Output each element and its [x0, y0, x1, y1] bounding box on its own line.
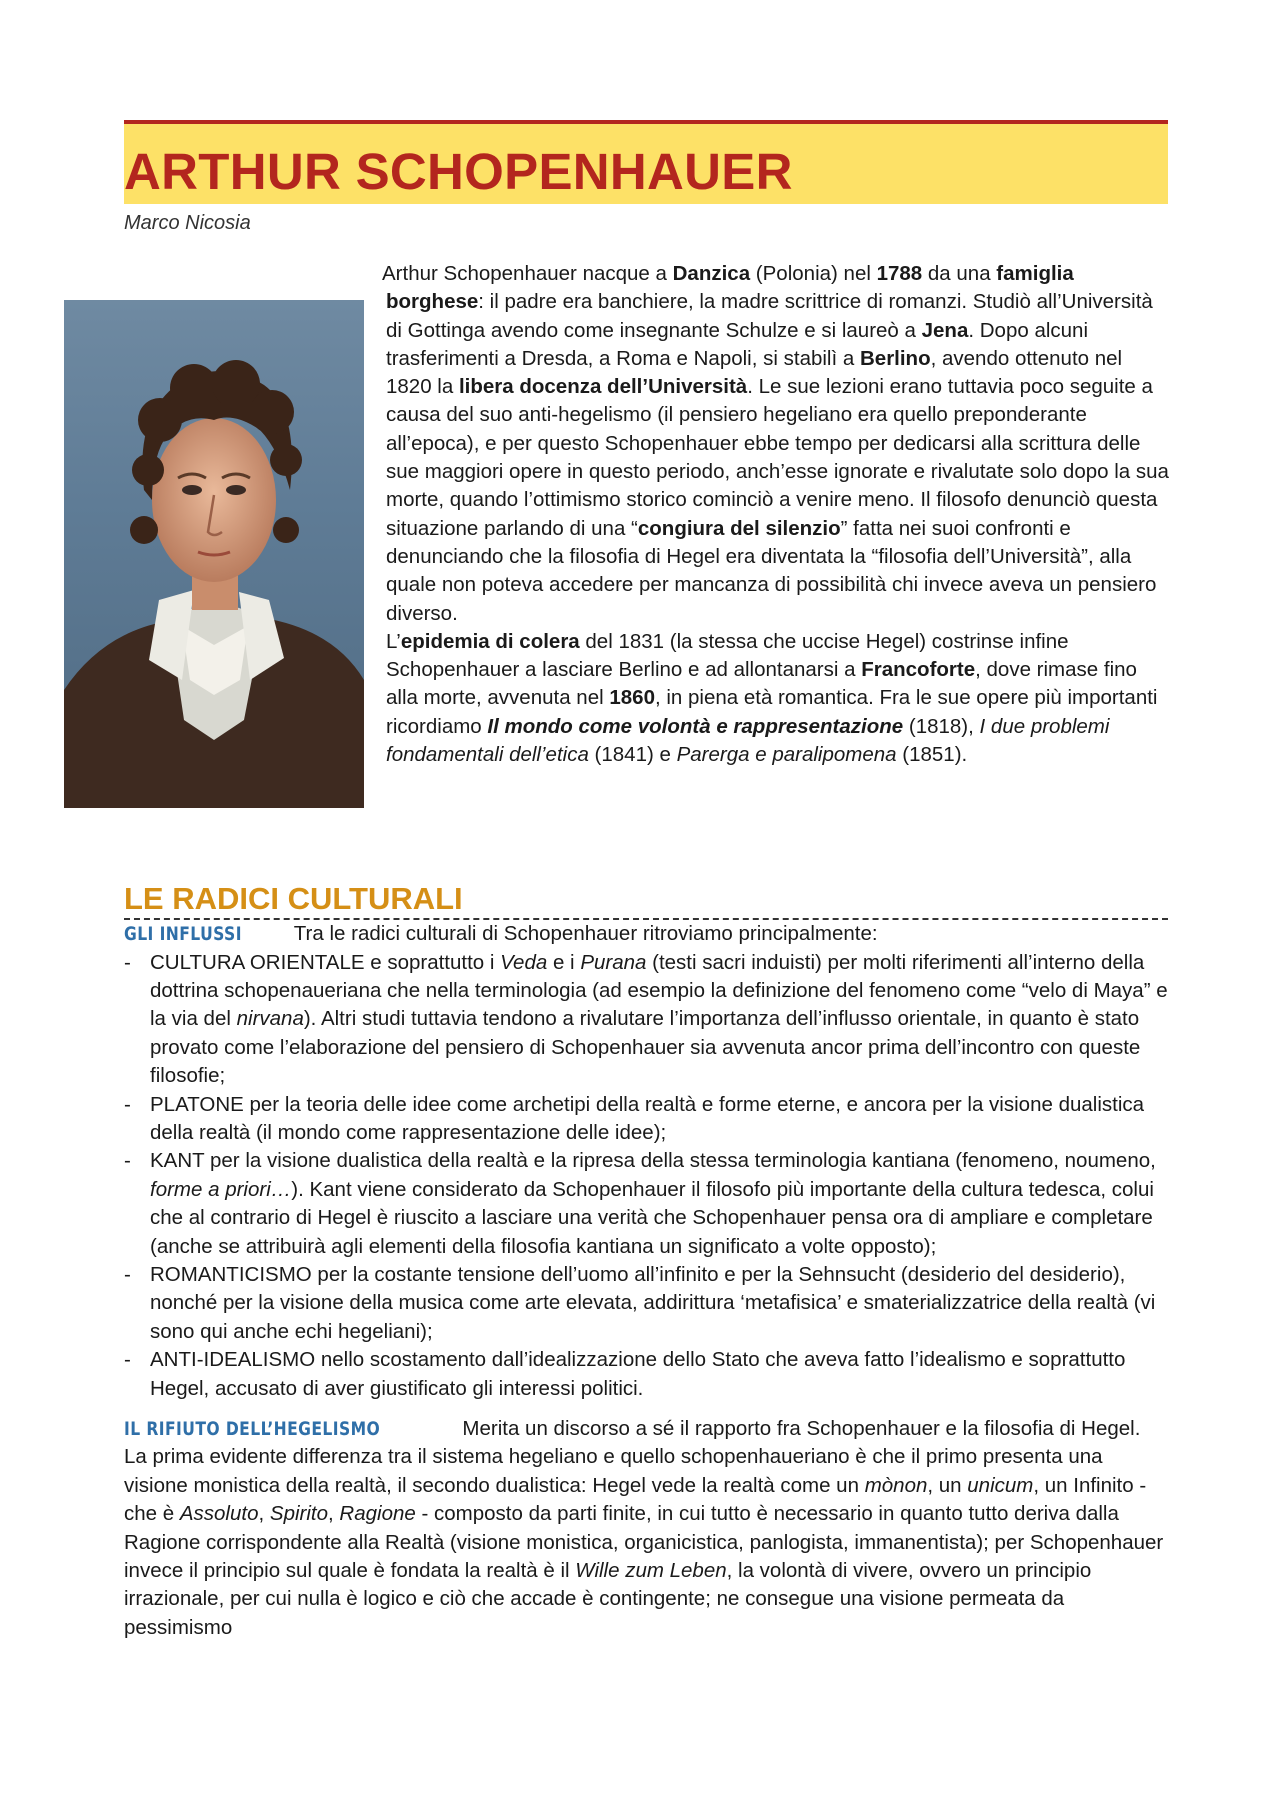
- text-run: da una: [922, 262, 997, 285]
- text-run-bold: Danzica: [672, 262, 751, 285]
- text-run-italic: unicum: [967, 1473, 1034, 1497]
- text-run-italic: Veda: [500, 950, 548, 974]
- text-run-bold: 1788: [876, 262, 923, 285]
- text-run: ,: [328, 1502, 340, 1526]
- text-run: , un: [927, 1473, 968, 1497]
- text-run: (1818),: [903, 714, 980, 738]
- text-run-italic: Wille zum Leben: [575, 1559, 727, 1583]
- text-run: : il padre era banchiere, la madre scrittrice di romanzi. Studiò all’Università di Gottinga avendo come insegnante Schulze e si laureò a: [386, 290, 1153, 342]
- text-run-italic: Spirito: [269, 1502, 329, 1526]
- text-run: e i: [547, 950, 581, 974]
- influssi-block: [124, 920, 1168, 1403]
- text-run-bold: epidemia di colera: [400, 629, 580, 653]
- text-run: KANT per la visione dualistica della realtà e la ripresa della stessa terminologia kantiana (fenomeno, noumeno,: [150, 1149, 1156, 1173]
- influssi-list: [124, 949, 1168, 1404]
- text-run-italic: mònon: [864, 1473, 928, 1497]
- text-run: Merita un discorso a sé il rapporto fra Schopenhauer e la filosofia di Hegel. La prima evidente differenza tra il sistema hegeliano e quello schopenhaueriano è che il primo presenta una visione monistica della realtà, il secondo dualistica: Hegel vede la realtà come un: [124, 1417, 1175, 1497]
- text-run: , dove rimase fino alla morte, avvenuta nel: [386, 658, 1137, 710]
- document-page: [124, 120, 1175, 1639]
- text-run: CULTURA ORIENTALE e soprattutto i: [150, 950, 501, 974]
- text-run-italic: nirvana: [236, 1007, 304, 1031]
- page-title: ARTHUR SCHOPENHAUER: [124, 143, 793, 200]
- text-run-italic: Purana: [580, 950, 647, 974]
- text-run: - composto da parti finite, in cui tutto è necessario in quanto tutto deriva dalla Ragione corrispondente alla Realtà (visione monistica, organicistica, panlogista, immanentista); per Schopenhauer invece il principio sul quale è fondata la realtà è il: [124, 1502, 1164, 1583]
- text-run: ” fatta nei suoi confronti e denunciando che la filosofia di Hegel era diventata la “filosofia dell’Università”, alla quale non poteva accedere per mancanza di possibilità chi invece aveva un pensiero diverso.: [386, 516, 1157, 625]
- rifiuto-block: [124, 1415, 1175, 1642]
- text-run: (testi sacri induisti) per molti riferimenti all’interno della dottrina schopenaueriana che nella terminologia (ad esempio la definizione del fenomeno come “velo di Maya” e la via del: [150, 950, 1168, 1031]
- list-item: - PLATONE per la teoria delle idee come archetipi della realtà e forme eterne, e ancora per la visione dualistica della realtà (il mondo come rappresentazione delle idee);: [124, 1091, 1168, 1148]
- text-run-bold: 1860: [609, 686, 655, 710]
- text-run: ). Altri studi tuttavia tendono a rivalutare l’importanza dell’influsso orientale, in quanto è stato provato come l’elaborazione del pensiero di Schopenhauer sia avvenuta ancor prima dell’incontro con queste filosofie;: [150, 1007, 1141, 1088]
- text-run-italic: Assoluto: [179, 1502, 259, 1526]
- influssi-lead: Tra le radici culturali di Schopenhauer ritroviamo principalmente:: [293, 922, 878, 946]
- text-run: ). Kant viene considerato da Schopenhauer il filosofo più importante della cultura tedesca, colui che al contrario di Hegel è riuscito a lasciare una verità che Schopenhauer pensa ora di ampliare e completare (anche se attribuirà agli elementi della filosofia kantiana un significato a volte opposto);: [150, 1177, 1154, 1258]
- list-item: - ANTI-IDEALISMO nello scostamento dall’idealizzazione dello Stato che aveva fatto l’idealismo e soprattutto Hegel, accusato di aver giustificato gli interessi politici.: [124, 1346, 1168, 1403]
- text-run-italic: forme a priori…: [150, 1177, 292, 1201]
- work-title: I due problemi fondamentali dell’etica: [386, 714, 1110, 767]
- text-run: . Dopo alcuni trasferimenti a Dresda, a Roma e Napoli, si stabilì a: [386, 318, 1089, 370]
- intro-paragraph-2: [386, 628, 1172, 769]
- work-title: Parerga e paralipomena: [676, 743, 897, 767]
- text-run-bold: famiglia borghese: [386, 262, 1074, 314]
- section-radici-culturali: [124, 881, 1175, 1642]
- intro-paragraph-1: [382, 260, 1172, 628]
- portrait-image: [64, 300, 364, 808]
- subheading-rifiuto: IL RIFIUTO DELL’HEGELISMO: [124, 1418, 381, 1440]
- text-run: , un Infinito - che è: [124, 1473, 1147, 1526]
- list-item: [124, 1147, 1168, 1261]
- work-title: Il mondo come volontà e rappresentazione: [487, 714, 904, 738]
- intro-text: [382, 260, 1172, 769]
- text-run-bold: Jena: [921, 318, 969, 342]
- text-run: , avendo ottenuto nel 1820 la: [386, 346, 1123, 399]
- text-run-italic: Ragione: [339, 1502, 416, 1526]
- portrait-illustration: [64, 300, 364, 808]
- text-run: (1841) e: [588, 743, 677, 767]
- list-item: - ROMANTICISMO per la costante tensione dell’uomo all’infinito e per la Sehnsucht (desiderio del desiderio), nonché per la visione della musica come arte elevata, addirittura ‘metafisica’ e smaterializzatrice della realtà (vi sono qui anche echi hegeliani);: [124, 1261, 1168, 1346]
- section-title: LE RADICI CULTURALI: [124, 882, 1168, 920]
- list-item: [124, 949, 1168, 1091]
- text-run-bold: Francoforte: [861, 658, 976, 682]
- text-run: (Polonia) nel: [750, 262, 877, 285]
- author-name: Marco Nicosia: [124, 212, 251, 234]
- text-run-bold: libera docenza dell’Università: [458, 375, 748, 399]
- text-run: ,: [258, 1502, 270, 1526]
- title-banner: [124, 120, 1168, 204]
- text-run-bold: Berlino: [859, 346, 931, 370]
- text-run: Arthur Schopenhauer nacque a: [382, 262, 673, 285]
- text-run: , la volontà di vivere, ovvero un principio irrazionale, per cui nulla è logico e ciò che accade è contingente; ne consegue una visione permeata da pessimismo: [124, 1559, 1092, 1639]
- subheading-influssi: GLI INFLUSSI: [124, 923, 242, 946]
- text-run: , in piena età romantica. Fra le sue opere più importanti ricordiamo: [386, 686, 1158, 738]
- text-run: L’: [386, 629, 401, 653]
- text-run-bold: congiura del silenzio: [637, 516, 841, 540]
- text-run: del 1831 (la stessa che uccise Hegel) costrinse infine Schopenhauer a lasciare Berlino e ad allontanarsi a: [386, 629, 1069, 682]
- text-run: (1851).: [896, 743, 968, 767]
- text-run: . Le sue lezioni erano tuttavia poco seguite a causa del suo anti-hegelismo (il pensiero hegeliano era quello preponderante all’epoca), e per questo Schopenhauer ebbe tempo per dedicarsi alla scrittura delle sue maggiori opere in questo periodo, anch’esse ignorate e rivalutate solo dopo la sua morte, quando l’ottimismo storico cominciò a venire meno. Il filosofo denunciò questa situazione parlando di una “: [386, 375, 1169, 540]
